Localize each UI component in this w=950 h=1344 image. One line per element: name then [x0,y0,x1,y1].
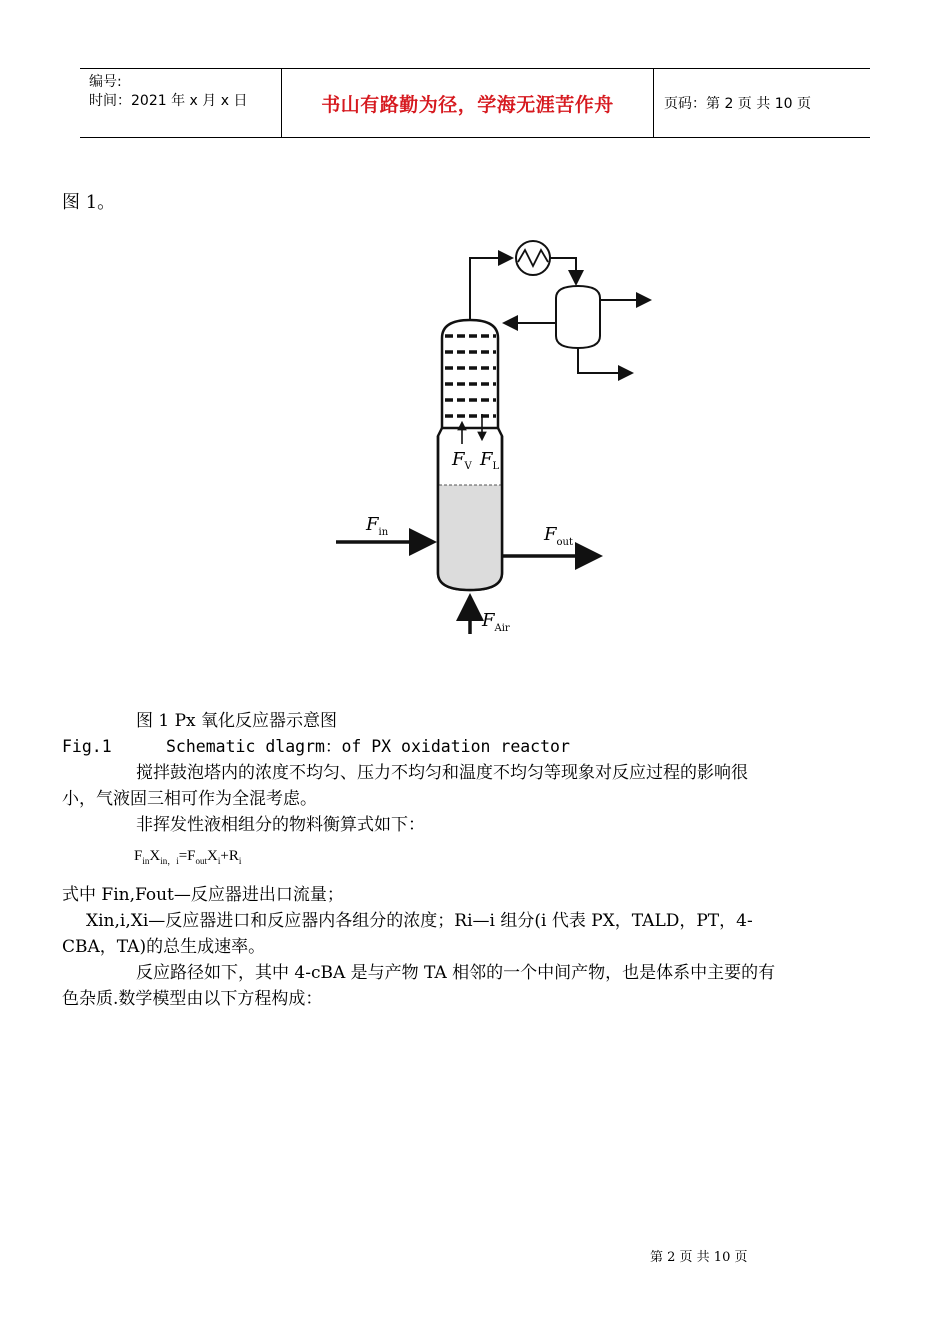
header-number-label: 编号: [89,74,122,90]
paragraph-3-line-1: 反应路径如下，其中 4-cBA 是与产物 TA 相邻的一个中间产物，也是体系中主要的有 [136,963,776,983]
paragraph-1-line-1: 搅拌鼓泡塔内的浓度不均匀、压力不均匀和温度不均匀等现象对反应过程的影响很 [136,763,748,783]
header-page-label: 页码：第 2 页 共 10 页 [664,96,811,112]
distillation-column [442,320,498,428]
reactor-schematic [330,228,670,648]
header-meta [80,69,282,137]
label-fout: $F_{out}$ [544,524,573,548]
figure-caption-en: Schematic dlagrm：of PX oxidation reactor [166,737,570,756]
header-time-label: 时间：2021 年 x 月 x 日 [89,93,248,109]
intro-text: 图 1。 [62,192,116,213]
paragraph-1-line-2: 小，气液固三相可作为全混考虑。 [62,789,317,809]
condenser-outlet-line [550,258,576,282]
mass-balance-equation: $F_{in}X_{in,i}=F_{out}X_i+R_i$ [134,848,242,866]
label-fl: $F_L$ [480,449,500,472]
label-fv: $F_V$ [452,449,472,472]
separator-drum [556,286,600,348]
header-motto: 书山有路勤为径，学海无涯苦作舟 [282,69,654,137]
definition-2-line-2: CBA，TA)的总生成速率。 [62,937,266,957]
liquid-outlet-arrow [578,348,630,373]
condenser-icon [516,241,550,275]
page-header [80,68,870,138]
label-fair: $F_{Air}$ [482,610,510,634]
paragraph-3-line-2: 色杂质.数学模型由以下方程构成： [62,989,323,1009]
label-fin: $F_{in}$ [366,514,389,538]
overhead-vapor-line [470,258,510,320]
definition-2-line-1: Xin,i,Xi—反应器进口和反应器内各组分的浓度；Ri—i 组分(i 代表 PX，TALD，PT，4- [86,911,753,931]
definition-1: 式中 Fin,Fout—反应器进出口流量； [62,885,344,905]
figure-caption-cn: 图 1 Px 氧化反应器示意图 [136,711,338,731]
page-footer: 第 2 页 共 10 页 [650,1250,748,1265]
figure-caption-en-prefix: Fig.1 [62,737,112,756]
paragraph-2: 非挥发性液相组分的物料衡算式如下： [136,815,425,835]
